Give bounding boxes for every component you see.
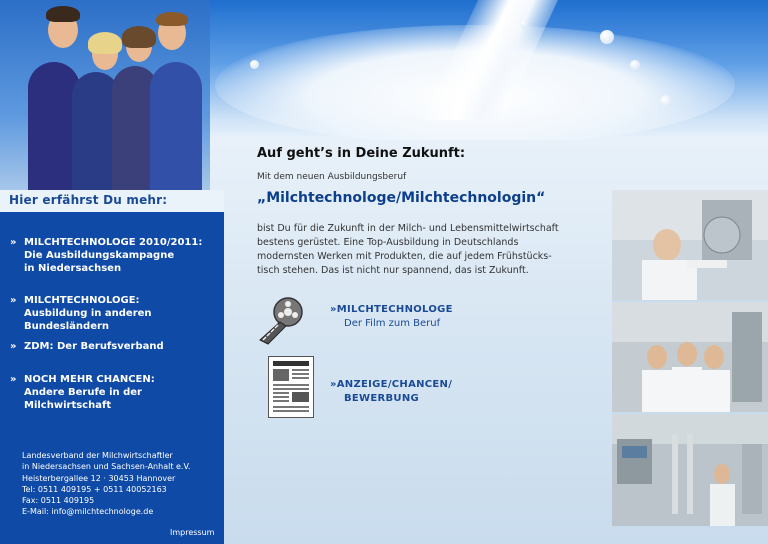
milk-drop: [660, 95, 672, 107]
sidebar-link-bundeslaender[interactable]: [10, 294, 220, 333]
sidebar-link-berufsverband[interactable]: [10, 340, 220, 353]
body-line: modernsten Werken mit Produkten, die auf jedem Frühstücks-: [257, 251, 552, 262]
student-hair: [88, 32, 122, 54]
film-link-text: [330, 303, 453, 331]
milk-drop: [630, 60, 640, 70]
link-line: MILCHTECHNOLOGE:: [24, 295, 140, 306]
double-arrow-icon: »: [330, 304, 337, 315]
link-line: NOCH MEHR CHANCEN:: [24, 374, 155, 385]
sidebar-link-chancen[interactable]: [10, 373, 220, 412]
student-hair: [46, 6, 80, 22]
lab-photo-image: [612, 190, 768, 300]
job-title: „Milchtechnologe/Milchtechnologin“: [257, 190, 546, 206]
factory-photo: [612, 414, 768, 528]
students-photo: [0, 0, 210, 192]
milk-drop: [250, 60, 259, 69]
impressum-link[interactable]: Impressum: [170, 528, 215, 537]
film-link[interactable]: [258, 296, 498, 348]
intro-text: Mit dem neuen Ausbildungsberuf: [257, 172, 407, 182]
sidebar-heading: Hier erfährst Du mehr:: [9, 193, 168, 207]
double-arrow-icon: »: [10, 374, 17, 385]
workers-photo-image: [612, 302, 768, 412]
page-title: Auf geht’s in Deine Zukunft:: [257, 146, 466, 161]
sidebar-link-ausbildungskampagne[interactable]: [10, 236, 220, 275]
body-text: [257, 222, 577, 278]
film-reel-icon: [258, 296, 310, 346]
body-line: tisch stehen. Das ist nicht nur spannend, das ist Zukunft.: [257, 265, 529, 276]
film-link-title: MILCHTECHNOLOGE: [336, 304, 453, 315]
factory-photo-image: [612, 414, 768, 526]
double-arrow-icon: »: [10, 295, 17, 306]
milk-drop: [520, 20, 528, 28]
sidebar-heading-bar: [0, 190, 224, 212]
address-line: Fax: 0511 409195: [22, 496, 95, 506]
student: [150, 62, 202, 192]
link-line: Andere Berufe in der Milchwirtschaft: [24, 387, 142, 411]
milk-drop: [600, 30, 614, 44]
email-link[interactable]: E-Mail: info@milchtechnologe.de: [22, 507, 154, 517]
student-hair: [122, 26, 156, 48]
ad-link-text: [330, 378, 452, 406]
link-line: Die Ausbildungskampagne: [24, 250, 175, 261]
lab-photo: [612, 190, 768, 302]
ad-link[interactable]: [258, 356, 498, 418]
link-line: ZDM: Der Berufsverband: [24, 341, 164, 352]
double-arrow-icon: »: [10, 237, 17, 248]
address-line: Tel: 0511 409195 + 0511 40052163: [22, 484, 167, 494]
double-arrow-icon: »: [10, 341, 17, 352]
body-line: bestens gerüstet. Eine Top-Ausbildung in Deutschlands: [257, 237, 519, 248]
address-line: Heisterbergallee 12 · 30453 Hannover: [22, 473, 176, 483]
student-hair: [156, 12, 188, 26]
workers-photo: [612, 302, 768, 414]
ad-link-line: BEWERBUNG: [344, 393, 420, 404]
link-line: in Niedersachsen: [24, 263, 122, 274]
ad-link-line: ANZEIGE/CHANCEN/: [336, 379, 453, 390]
address-line: Landesverband der Milchwirtschaftler: [22, 451, 173, 460]
newspaper-icon: [268, 356, 314, 418]
address-block: [22, 450, 190, 518]
address-line: in Niedersachsen und Sachsen-Anhalt e.V.: [22, 462, 191, 472]
film-link-subtitle: Der Film zum Beruf: [344, 318, 441, 329]
double-arrow-icon: »: [330, 379, 337, 390]
link-line: Ausbildung in anderen Bundesländern: [24, 308, 152, 332]
body-line: bist Du für die Zukunft in der Milch- und Lebensmittelwirtschaft: [257, 223, 559, 234]
link-line: MILCHTECHNOLOGE 2010/2011:: [24, 237, 203, 248]
